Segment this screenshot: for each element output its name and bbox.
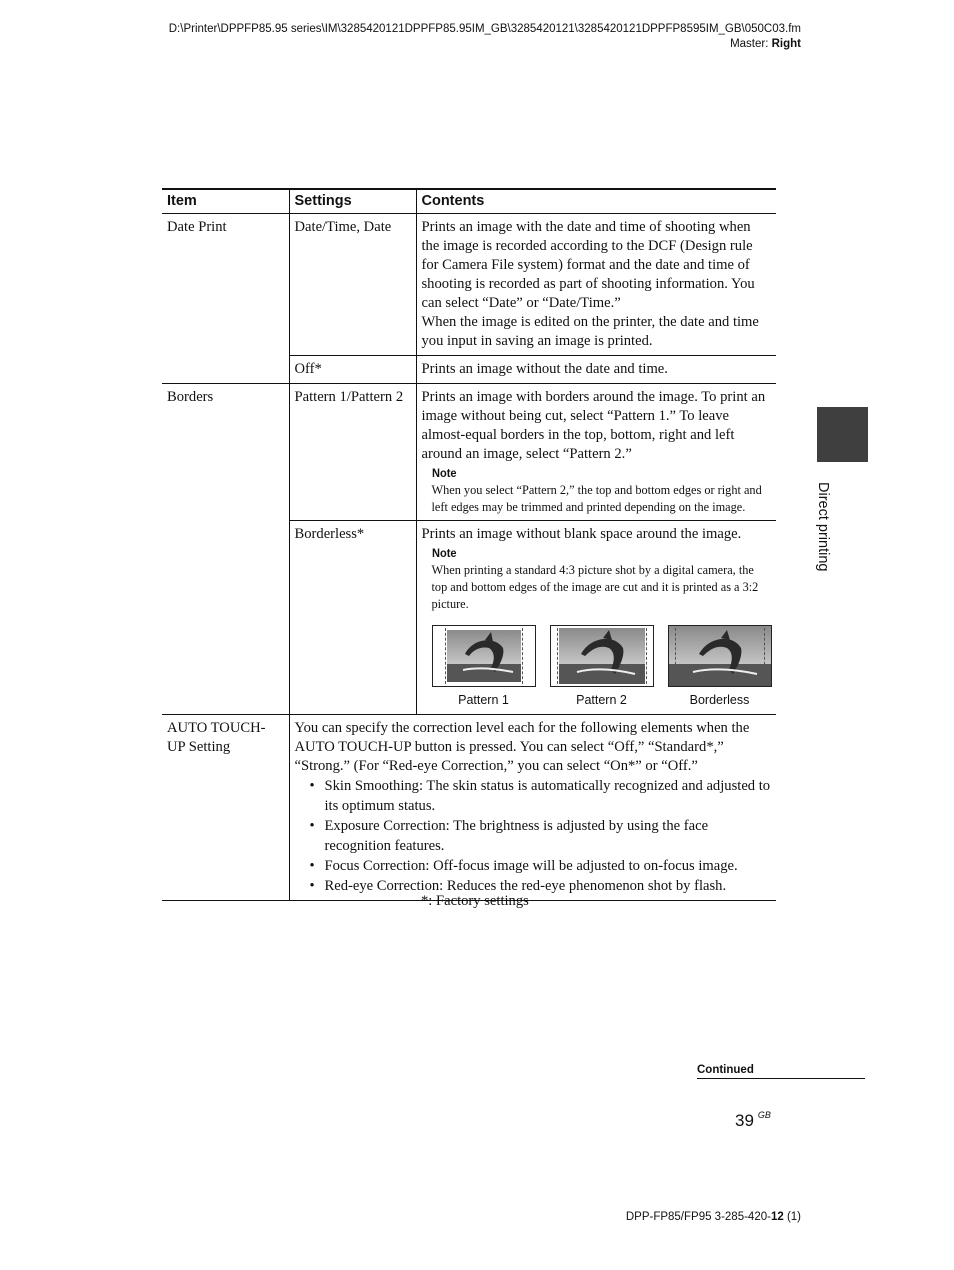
setting-borderless: Borderless* (289, 521, 416, 715)
note-heading: Note (431, 546, 457, 560)
figure-pattern-2 (550, 625, 654, 710)
figure-pattern-1 (432, 625, 536, 710)
dolphin-photo-icon (669, 626, 771, 686)
contents-pattern: Prints an image with borders around the image. To print an image without being cut, select “Pattern 1.” To leave almost-equal borders in the top, bottom, right and left around an image, select “Pattern 2.” Note When you select “Pattern 2,” the top and bottom edges or right and left edges may be trimmed and printed depending on the image. (416, 384, 776, 521)
table-row (162, 214, 776, 356)
item-date-print: Date Print (167, 219, 227, 235)
auto-touch-list (295, 776, 772, 896)
list-item: • Skin Smoothing: The skin status is automatically recognized and adjusted to its optimum status. (325, 776, 772, 816)
note-heading: Note (431, 466, 457, 480)
dolphin-photo-icon (551, 626, 653, 686)
list-item: • Exposure Correction: The brightness is adjusted by using the face recognition features. (325, 816, 772, 856)
section-tab-marker (817, 407, 868, 462)
note-text: When you select “Pattern 2,” the top and bottom edges or right and left edges may be trimmed and printed depending on the image. (431, 483, 762, 514)
factory-settings-footnote: *: Factory settings (421, 893, 529, 909)
header-contents: Contents (416, 189, 776, 214)
header-item: Item (162, 189, 289, 214)
table-row (162, 384, 776, 521)
table-header-row (162, 189, 776, 214)
file-path: D:\Printer\DPPFP85.95 series\IM\3285420121DPPFP85.95IM_GB\3285420121\3285420121DPPFP8595IM_GB\050C03.fm (168, 23, 801, 35)
contents-date-time: Prints an image with the date and time of shooting when the image is recorded according to the DCF (Design rule for Camera File system) format and the date and time of shooting is recorded as part of shooting information. You can select “Date” or “Date/Time.” When the image is edited on the printer, the date and time you input in saving an image is printed. (416, 214, 776, 356)
figure-borderless (668, 625, 772, 710)
setting-off: Off* (289, 356, 416, 384)
caption-pattern-1: Pattern 1 (458, 693, 509, 707)
section-side-label: Direct printing (815, 482, 831, 572)
contents-off: Prints an image without the date and time. (416, 356, 776, 384)
page-number: 39 $^{GB}$ (735, 1110, 771, 1130)
page-suffix: GB (757, 1110, 771, 1120)
footer-model-code: DPP-FP85/FP95 3-285-420-12 (1) (625, 1211, 801, 1223)
caption-borderless: Borderless (689, 693, 750, 707)
header-settings: Settings (289, 189, 416, 214)
table-row (162, 715, 776, 901)
contents-borderless: Prints an image without blank space around the image. Note When printing a standard 4:3 picture shot by a digital camera, the top and bottom edges of the image are cut and it is printed as a 3:2 picture. Pattern 1 Pattern 2 Borderless (416, 521, 776, 715)
master-line: Master: Right (730, 38, 801, 50)
list-item: • Focus Correction: Off-focus image will be adjusted to on-focus image. (325, 856, 772, 876)
caption-pattern-2: Pattern 2 (576, 693, 627, 707)
setting-pattern: Pattern 1/Pattern 2 (289, 384, 416, 521)
list-item: • Red-eye Correction: Reduces the red-eye phenomenon shot by flash. (325, 876, 772, 896)
header-path-block (169, 22, 801, 52)
dolphin-photo-icon (433, 626, 535, 686)
border-figures (432, 625, 772, 710)
note-text: When printing a standard 4:3 picture shot by a digital camera, the top and bottom edges of the image are cut and it is printed as a 3:2 picture. (431, 563, 759, 611)
item-borders: Borders (162, 384, 289, 715)
setting-date-time: Date/Time, Date (289, 214, 416, 356)
contents-auto-touch-up: You can specify the correction level each for the following elements when the AUTO TOUCH-UP button is pressed. You can select “Off,” “Standard*,” “Strong.” (For “Red-eye Correction,” you can select “On*” or “Off.” • Skin Smoothing: The skin status is automatically recognized and adjusted to its optimum status. • Exposure Correction: The brightness is adjusted by using the face recognition features. • Focus Correction: Off-focus image will be adjusted to on-focus image. • Red-eye Correction: Reduces the red-eye phenomenon shot by flash. (289, 715, 776, 901)
settings-table (162, 188, 776, 901)
master-value: Right (771, 38, 801, 50)
item-auto-touch-up: AUTO TOUCH-UP Setting (162, 715, 289, 901)
continued-label: Continued (697, 1064, 865, 1079)
